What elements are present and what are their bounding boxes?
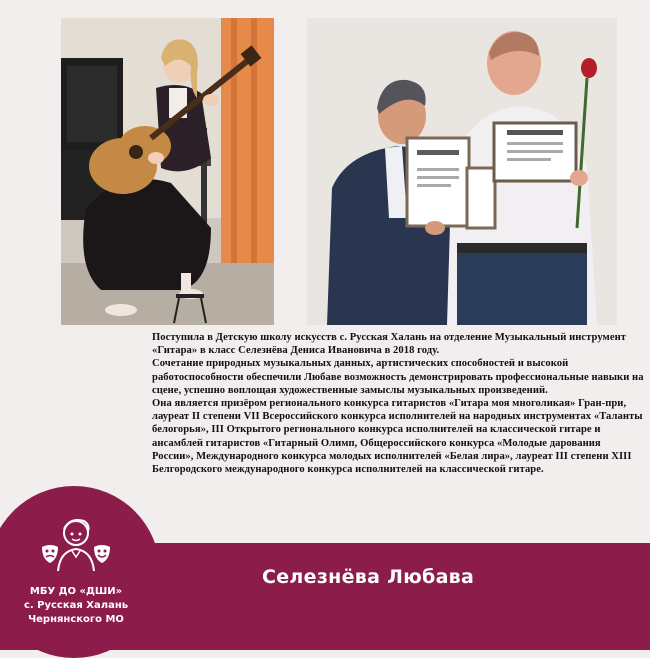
bio-paragraph-3: Она является призёром регионального конкурса гитаристов «Гитара моя многоликая» Гран-при, лауреат II степени VII Всероссийского конкурса исполнителей на народных инструментах «Таланты белогорья», III Открытого регионального конкурса исполнителей на классической гитаре и ансамблей гитаристов «Гитарный Олимп, Общероссийского конкурса «Молодые дарования России», Международного конкурса молодых исполнителей «Белая лира», лауреат III степени XIII Белгородского международного конкурса исполнителей на классической гитаре. [152, 398, 643, 476]
theatre-masks-student-icon [40, 513, 112, 577]
organization-name [18, 585, 134, 627]
award-ceremony-illustration [307, 18, 617, 325]
org-line-2: с. Русская Халань [23, 600, 129, 611]
org-line-3: Чернянского МО [28, 614, 124, 625]
guitarist-illustration [61, 18, 274, 325]
award-ceremony-photo [307, 18, 617, 325]
guitarist-photo [61, 18, 274, 325]
biography-text [152, 331, 644, 476]
bio-paragraph-2: Сочетание природных музыкальных данных, артистических способностей и высокой работоспособности обеспечили Любаве возможность демонстрировать профессиональные навыки на сцене, успешно воплощая художественные замыслы музыкальных произведений. [152, 358, 644, 396]
student-name: Селезнёва Любава [262, 566, 475, 588]
bio-paragraph-1: Поступила в Детскую школу искусств с. Русская Халань на отделение Музыкальный инструмент «Гитара» в класс Селезнёва Дениса Ивановича в 2018 году. [152, 332, 626, 357]
org-line-1: МБУ ДО «ДШИ» [29, 586, 123, 597]
